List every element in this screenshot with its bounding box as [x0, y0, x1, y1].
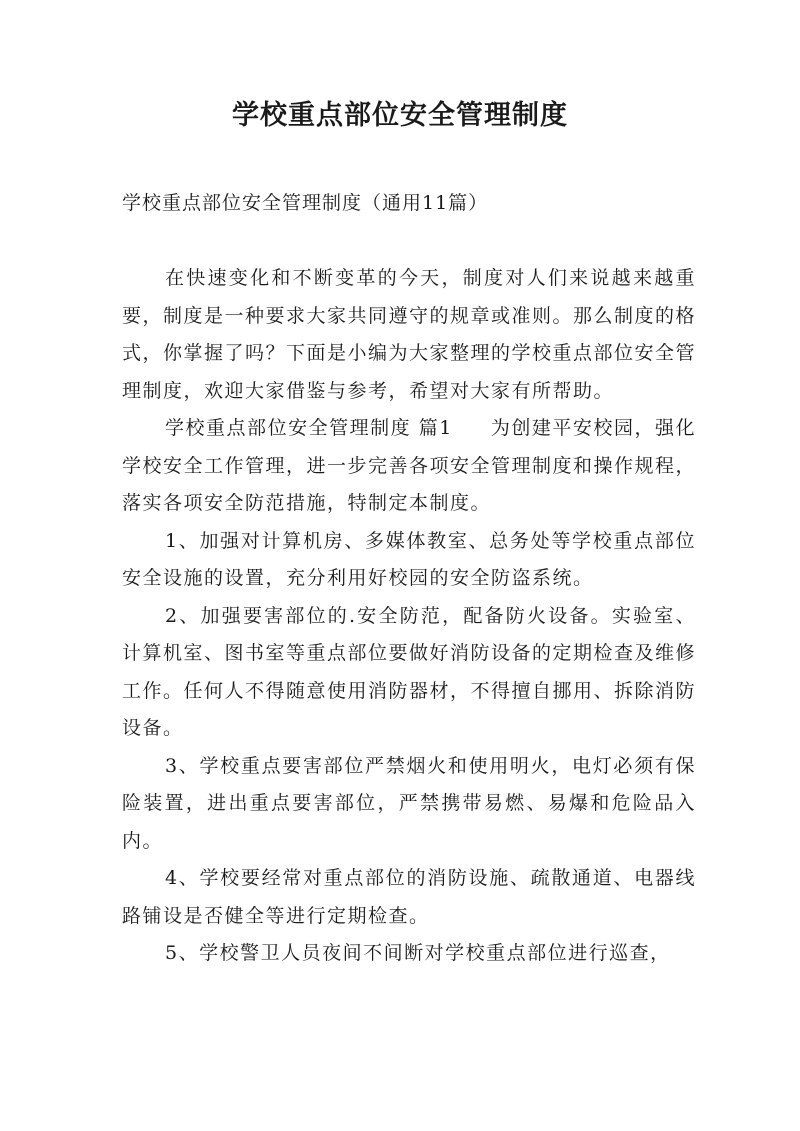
rule-item-3: 3、学校重点要害部位严禁烟火和使用明火，电灯必须有保险装置，进出重点要害部位，严禁携带易燃、易爆和危险品入内。	[122, 754, 696, 852]
rule-item-4: 4、学校要经常对重点部位的消防设施、疏散通道、电器线路铺设是否健全等进行定期检查。	[122, 867, 696, 927]
rule-item-2: 2、加强要害部位的.安全防范，配备防火设备。实验室、计算机室、图书室等重点部位要做好消防设备的定期检查及维修工作。任何人不得随意使用消防器材，不得擅自挪用、拆除消防设备。	[122, 604, 697, 739]
rule-item-1: 1、加强对计算机房、多媒体教室、总务处等学校重点部位安全设施的设置，充分利用好校园的安全防盗系统。	[122, 529, 696, 589]
document-subtitle: 学校重点部位安全管理制度（通用11篇）	[122, 192, 489, 214]
section-1-paragraph	[122, 410, 696, 523]
section-1-heading: 学校重点部位安全管理制度 篇1	[165, 417, 453, 439]
section-1-lead: 为创建平安校园，强化学校安全工作管理，进一步完善各项安全管理制度和操作规程，落实各项安全防范措施，特制定本制度。	[122, 417, 697, 514]
document-title: 学校重点部位安全管理制度	[232, 100, 568, 131]
rule-item-5: 5、学校警卫人员夜间不间断对学校重点部位进行巡查，	[165, 942, 671, 964]
intro-paragraph: 在快速变化和不断变革的今天，制度对人们来说越来越重要，制度是一种要求大家共同遵守的规章或准则。那么制度的格式，你掌握了吗？下面是小编为大家整理的学校重点部位安全管理制度，欢迎大家借鉴与参考，希望对大家有所帮助。	[122, 267, 697, 402]
document-body	[122, 260, 696, 973]
